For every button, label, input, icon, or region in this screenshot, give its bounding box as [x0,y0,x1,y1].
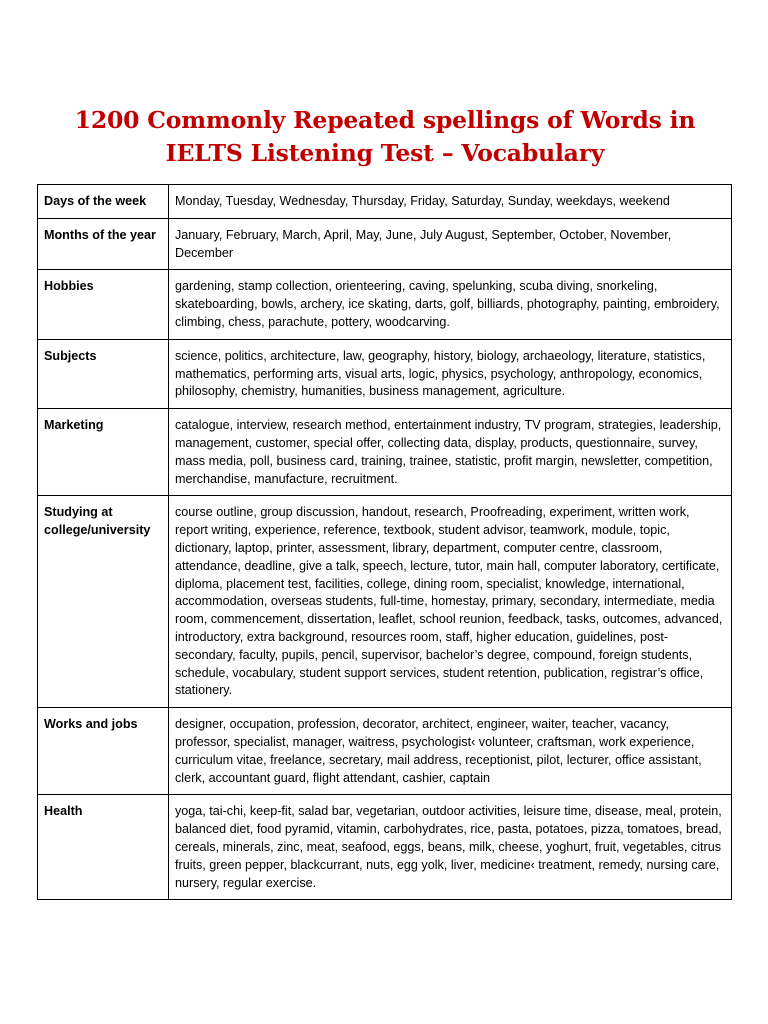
table-row [38,218,732,270]
title-line-1: 1200 Commonly Repeated spellings of Words in [74,106,696,134]
words-cell: course outline, group discussion, handout, research, Proofreading, experiment, written work, report writing, experience, reference, textbook, student advisor, teamwork, module, topic, dictionary, laptop, printer, assessment, library, department, computer centre, classroom, attendance, deadline, give a talk, speech, lecture, tutor, main hall, computer laboratory, certificate, diploma, placement test, facilities, college, dining room, specialist, knowledge, international, accommodation, overseas students, full-time, homestay, primary, secondary, intermediate, media room, commencement, dissertation, leaflet, school reunion, feedback, tasks, outcomes, advanced, introductory, extra background, resources room, staff, higher education, guidelines, post-secondary, faculty, pupils, pencil, supervisor, bachelor’s degree, compound, foreign students, schedule, vocabulary, student support services, student retention, publication, registrar’s office, stationery. [169,496,732,708]
page-title [40,104,730,170]
category-cell: Studying at college/university [38,496,169,708]
title-line-2: IELTS Listening Test – Vocabulary [165,139,605,167]
category-cell: Subjects [38,339,169,408]
words-cell: Monday, Tuesday, Wednesday, Thursday, Friday, Saturday, Sunday, weekdays, weekend [169,185,732,219]
category-cell: Hobbies [38,270,169,339]
words-cell: science, politics, architecture, law, geography, history, biology, archaeology, literature, statistics, mathematics, performing arts, visual arts, logic, physics, psychology, anthropology, economics, philosophy, chemistry, humanities, business management, agriculture. [169,339,732,408]
table-row [38,339,732,408]
table-row [38,270,732,339]
table-row [38,708,732,795]
words-cell: designer, occupation, profession, decorator, architect, engineer, waiter, teacher, vacancy, professor, specialist, manager, waitress, psychologist‹ volunteer, craftsman, work experience, curriculum vitae, freelance, secretary, mail address, receptionist, pilot, lecturer, office assistant, clerk, accountant guard, flight attendant, cashier, captain [169,708,732,795]
category-cell: Marketing [38,409,169,496]
words-cell: gardening, stamp collection, orienteering, caving, spelunking, scuba diving, snorkeling, skateboarding, bowls, archery, ice skating, darts, golf, billiards, photography, painting, embroidery, climbing, chess, parachute, pottery, woodcarving. [169,270,732,339]
words-cell: yoga, tai-chi, keep-fit, salad bar, vegetarian, outdoor activities, leisure time, disease, meal, protein, balanced diet, food pyramid, vitamin, carbohydrates, rice, pasta, potatoes, pizza, tomatoes, bread, cereals, minerals, zinc, meat, seafood, eggs, beans, milk, cheese, yoghurt, fruit, vegetables, citrus fruits, green pepper, blackcurrant, nuts, egg yolk, liver, medicine‹ treatment, remedy, nursing care, nursery, regular exercise. [169,795,732,900]
table-row [38,185,732,219]
table-row [38,409,732,496]
table-row [38,496,732,708]
vocabulary-table [37,184,732,900]
table-row [38,795,732,900]
words-cell: January, February, March, April, May, June, July August, September, October, November, December [169,218,732,270]
category-cell: Works and jobs [38,708,169,795]
category-cell: Months of the year [38,218,169,270]
category-cell: Days of the week [38,185,169,219]
words-cell: catalogue, interview, research method, entertainment industry, TV program, strategies, leadership, management, customer, special offer, collecting data, display, products, questionnaire, survey, mass media, poll, business card, training, trainee, statistic, profit margin, newsletter, competition, merchandise, manufacture, recruitment. [169,409,732,496]
category-cell: Health [38,795,169,900]
